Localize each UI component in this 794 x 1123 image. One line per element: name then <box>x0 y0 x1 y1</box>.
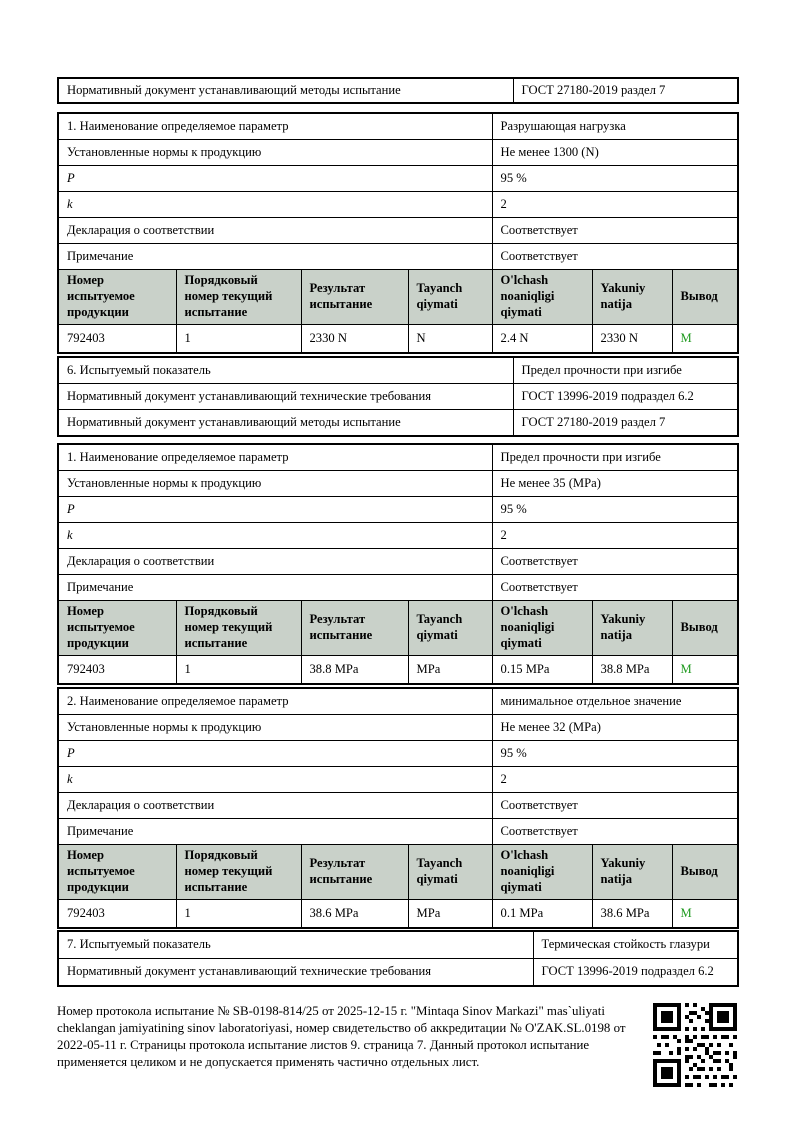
kv-value-cell: Соответствует <box>492 793 738 819</box>
kv-value-cell: ГОСТ 13996-2019 подраздел 6.2 <box>533 959 738 987</box>
kv-value-cell: 2 <box>492 767 738 793</box>
result-cell: MPa <box>408 656 492 685</box>
result-cell: 1 <box>176 325 301 354</box>
result-header-cell: Номер испытуемое продукции <box>58 270 176 325</box>
result-header-cell: Yakuniy natija <box>592 845 672 900</box>
table-row <box>58 819 738 845</box>
result-header-cell: Yakuniy natija <box>592 270 672 325</box>
result-header-cell: Tayanch qiymati <box>408 601 492 656</box>
kv-label-cell: 7. Испытуемый показатель <box>58 931 533 959</box>
table-row <box>58 384 738 410</box>
result-header-cell: Номер испытуемое продукции <box>58 601 176 656</box>
verdict-cell: М <box>672 656 738 685</box>
kv-label-cell: Примечание <box>58 575 492 601</box>
result-header-cell: Результат испытание <box>301 270 408 325</box>
table-row <box>58 688 738 715</box>
kv-value-cell: 95 % <box>492 497 738 523</box>
result-header-cell: Вывод <box>672 601 738 656</box>
kv-value-cell: ГОСТ 27180-2019 раздел 7 <box>513 78 738 103</box>
param-table-1 <box>57 112 739 354</box>
result-data-row <box>58 325 738 354</box>
table-row <box>58 357 738 384</box>
kv-value-cell: Не менее 32 (MPa) <box>492 715 738 741</box>
result-cell: 38.6 MPa <box>592 900 672 929</box>
result-cell: 2.4 N <box>492 325 592 354</box>
kv-value-cell: Разрушающая нагрузка <box>492 113 738 140</box>
kv-value-cell: Предел прочности при изгибе <box>513 357 738 384</box>
table-row <box>58 166 738 192</box>
kv-label-cell: Декларация о соответствии <box>58 549 492 575</box>
kv-value-cell: Соответствует <box>492 244 738 270</box>
result-header-cell: O'lchash noaniqligi qiymati <box>492 270 592 325</box>
kv-label-cell: P <box>58 497 492 523</box>
result-cell: 38.8 MPa <box>592 656 672 685</box>
kv-label-cell: Установленные нормы к продукцию <box>58 140 492 166</box>
kv-value-cell: Не менее 1300 (N) <box>492 140 738 166</box>
result-cell: 1 <box>176 656 301 685</box>
result-header-row <box>58 845 738 900</box>
kv-value-cell: Предел прочности при изгибе <box>492 444 738 471</box>
table-row <box>58 715 738 741</box>
result-header-cell: Порядковый номер текущий испытание <box>176 845 301 900</box>
result-cell: 1 <box>176 900 301 929</box>
result-header-cell: Номер испытуемое продукции <box>58 845 176 900</box>
result-cell: 792403 <box>58 900 176 929</box>
kv-value-cell: Термическая стойкость глазури <box>533 931 738 959</box>
table-row <box>58 218 738 244</box>
result-data-row <box>58 900 738 929</box>
result-header-cell: Вывод <box>672 270 738 325</box>
kv-label-cell: Нормативный документ устанавливающий методы испытание <box>58 410 513 437</box>
result-header-row <box>58 601 738 656</box>
kv-value-cell: ГОСТ 27180-2019 раздел 7 <box>513 410 738 437</box>
result-header-cell: O'lchash noaniqligi qiymati <box>492 845 592 900</box>
table-row <box>58 78 738 103</box>
kv-label-cell: Декларация о соответствии <box>58 218 492 244</box>
result-header-cell: Результат испытание <box>301 601 408 656</box>
method-doc-table <box>57 77 739 104</box>
table-row <box>58 244 738 270</box>
verdict-cell: М <box>672 900 738 929</box>
result-header-cell: Tayanch qiymati <box>408 270 492 325</box>
table-row <box>58 471 738 497</box>
kv-label-cell: P <box>58 741 492 767</box>
table-row <box>58 741 738 767</box>
result-header-row <box>58 270 738 325</box>
result-header-cell: Вывод <box>672 845 738 900</box>
protocol-note: Номер протокола испытание № SB-0198-814/25 от 2025-12-15 г. "Mintaqa Sinov Markazi" mas`uliyati cheklangan jamiyatining sinov laboratoriyasi, номер свидетельство об аккредитации № O'ZAK.SL.0198 от 2022-05-11 г. Страницы протокола испытание листов 9. страница 7. Данный протокол испытание применяется целиком и не допускается применять частично отдельных лист. <box>57 1004 626 1070</box>
result-header-cell: Yakuniy natija <box>592 601 672 656</box>
table-row <box>58 793 738 819</box>
kv-value-cell: Соответствует <box>492 575 738 601</box>
kv-label-cell: 1. Наименование определяемое параметр <box>58 444 492 471</box>
kv-label-cell: Установленные нормы к продукцию <box>58 715 492 741</box>
result-header-cell: O'lchash noaniqligi qiymati <box>492 601 592 656</box>
result-cell: 2330 N <box>592 325 672 354</box>
kv-label-cell: 6. Испытуемый показатель <box>58 357 513 384</box>
kv-value-cell: 95 % <box>492 741 738 767</box>
kv-value-cell: минимальное отдельное значение <box>492 688 738 715</box>
qr-code <box>653 1003 737 1087</box>
result-cell: 0.1 MPa <box>492 900 592 929</box>
table-row <box>58 523 738 549</box>
table-row <box>58 549 738 575</box>
kv-label-cell: Декларация о соответствии <box>58 793 492 819</box>
kv-label-cell: 1. Наименование определяемое параметр <box>58 113 492 140</box>
result-header-cell: Порядковый номер текущий испытание <box>176 601 301 656</box>
verdict-cell: М <box>672 325 738 354</box>
kv-label-cell: Нормативный документ устанавливающий технические требования <box>58 384 513 410</box>
kv-label-cell: Установленные нормы к продукцию <box>58 471 492 497</box>
kv-value-cell: 2 <box>492 192 738 218</box>
result-cell: 0.15 MPa <box>492 656 592 685</box>
kv-value-cell: ГОСТ 13996-2019 подраздел 6.2 <box>513 384 738 410</box>
kv-value-cell: 2 <box>492 523 738 549</box>
table-row <box>58 140 738 166</box>
kv-label-cell: k <box>58 767 492 793</box>
table-row <box>58 192 738 218</box>
kv-label-cell: k <box>58 523 492 549</box>
param-table-3 <box>57 687 739 929</box>
result-cell: 38.6 MPa <box>301 900 408 929</box>
indicator-7-table <box>57 930 739 987</box>
kv-label-cell: Примечание <box>58 244 492 270</box>
table-row <box>58 444 738 471</box>
table-row <box>58 497 738 523</box>
result-cell: 792403 <box>58 656 176 685</box>
result-cell: 38.8 MPa <box>301 656 408 685</box>
result-header-cell: Результат испытание <box>301 845 408 900</box>
kv-label-cell: Нормативный документ устанавливающий технические требования <box>58 959 533 987</box>
table-row <box>58 959 738 987</box>
table-row <box>58 575 738 601</box>
result-data-row <box>58 656 738 685</box>
kv-label-cell: k <box>58 192 492 218</box>
result-cell: MPa <box>408 900 492 929</box>
kv-value-cell: Не менее 35 (MPa) <box>492 471 738 497</box>
table-row <box>58 113 738 140</box>
kv-value-cell: Соответствует <box>492 218 738 244</box>
result-cell: 792403 <box>58 325 176 354</box>
kv-value-cell: Соответствует <box>492 819 738 845</box>
kv-value-cell: Соответствует <box>492 549 738 575</box>
param-table-2 <box>57 443 739 685</box>
result-header-cell: Порядковый номер текущий испытание <box>176 270 301 325</box>
kv-label-cell: 2. Наименование определяемое параметр <box>58 688 492 715</box>
footer <box>57 1003 737 1087</box>
table-row <box>58 767 738 793</box>
table-row <box>58 410 738 437</box>
kv-label-cell: Нормативный документ устанавливающий методы испытание <box>58 78 513 103</box>
kv-label-cell: P <box>58 166 492 192</box>
result-cell: N <box>408 325 492 354</box>
result-cell: 2330 N <box>301 325 408 354</box>
table-row <box>58 931 738 959</box>
result-header-cell: Tayanch qiymati <box>408 845 492 900</box>
kv-label-cell: Примечание <box>58 819 492 845</box>
kv-value-cell: 95 % <box>492 166 738 192</box>
indicator-6-table <box>57 356 739 437</box>
